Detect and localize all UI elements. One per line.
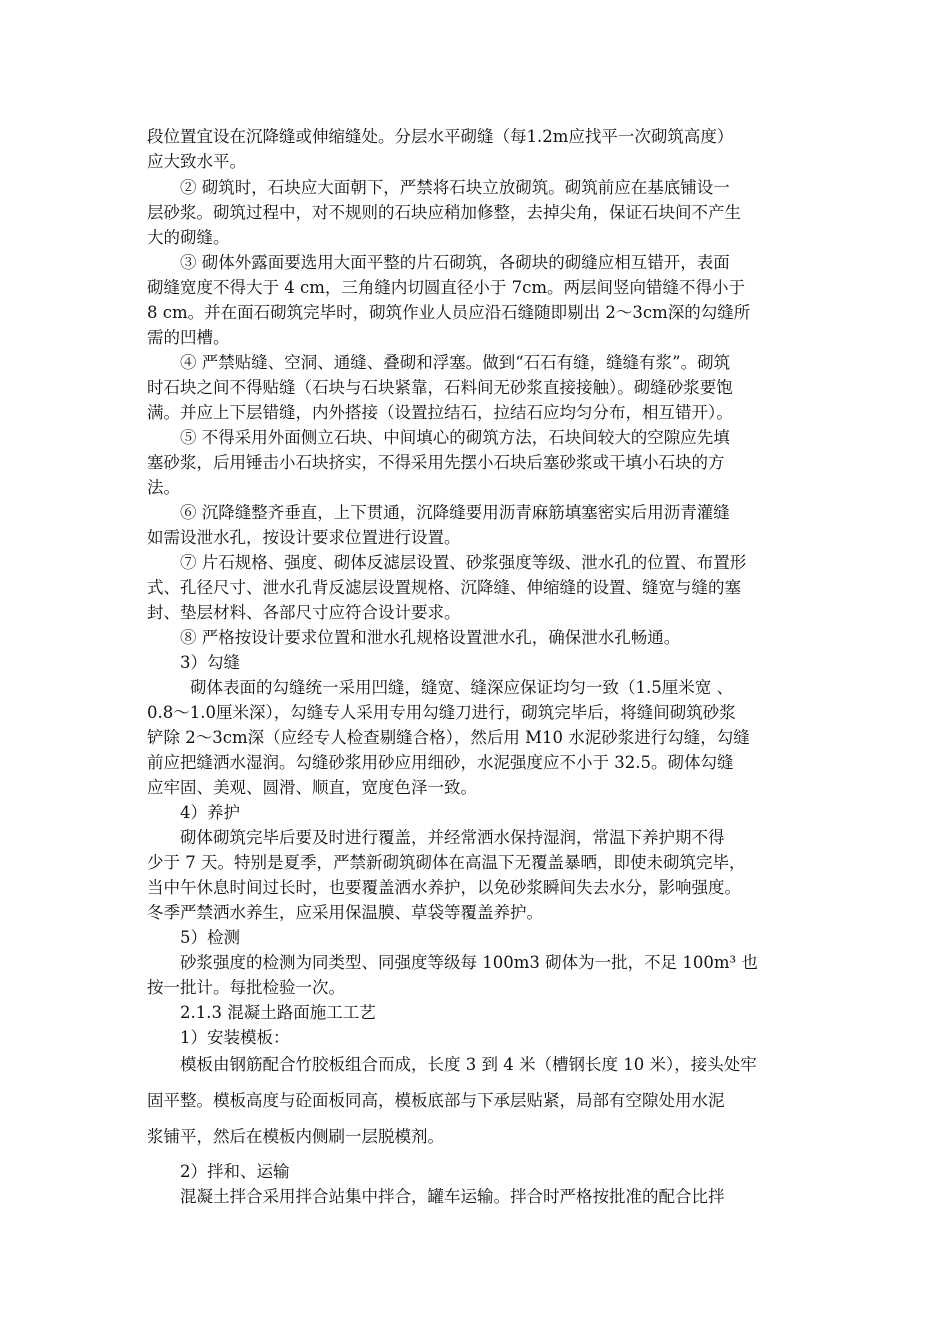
text-line: 砌缝宽度不得大于 4 cm，三角缝内切圆直径小于 7cm。两层间竖向错缝不得小于 xyxy=(147,278,746,297)
text-line: ④ 严禁贴缝、空洞、通缝、叠砌和浮塞。做到“石石有缝，缝缝有浆”。砌筑 xyxy=(180,353,731,372)
section-heading: 3）勾缝 xyxy=(180,653,240,672)
text-line: 8 cm。并在面石砌筑完毕时，砌筑作业人员应沿石缝随即剔出 2～3cm深的勾缝所 xyxy=(147,303,751,322)
text-line: 浆铺平，然后在模板内侧刷一层脱模剂。 xyxy=(147,1127,444,1146)
section-heading: 4）养护 xyxy=(180,803,240,822)
text-line: 如需设泄水孔，按设计要求位置进行设置。 xyxy=(147,528,461,547)
text-line: 应牢固、美观、圆滑、顺直，宽度色泽一致。 xyxy=(147,778,477,797)
section-heading: 1）安装模板： xyxy=(180,1028,290,1047)
text-line: 式、孔径尺寸、泄水孔背反滤层设置规格、沉降缝、伸缩缝的设置、缝宽与缝的塞 xyxy=(147,578,741,597)
text-line: ⑦ 片石规格、强度、砌体反滤层设置、砂浆强度等级、泄水孔的位置、布置形 xyxy=(180,553,747,572)
text-line: ⑧ 严格按设计要求位置和泄水孔规格设置泄水孔，确保泄水孔畅通。 xyxy=(180,628,681,647)
text-line: 铲除 2～3cm深（应经专人检查剔缝合格），然后用 M10 水泥砂浆进行勾缝，勾缝 xyxy=(147,728,750,747)
section-heading: 2.1.3 混凝土路面施工工艺 xyxy=(180,1003,376,1022)
text-line: 封、垫层材料、各部尺寸应符合设计要求。 xyxy=(147,603,461,622)
text-line: 塞砂浆，后用锤击小石块挤实，不得采用先摆小石块后塞砂浆或干填小石块的方 xyxy=(147,453,725,472)
text-line: 当中午休息时间过长时，也要覆盖洒水养护，以免砂浆瞬间失去水分，影响强度。 xyxy=(147,878,741,897)
text-line: 需的凹槽。 xyxy=(147,328,230,347)
section-heading: 5）检测 xyxy=(180,928,240,947)
text-line: 按一批计。每批检验一次。 xyxy=(147,978,345,997)
text-line: ⑤ 不得采用外面侧立石块、中间填心的砌筑方法，石块间较大的空隙应先填 xyxy=(180,428,730,447)
text-line: 大的砌缝。 xyxy=(147,228,230,247)
text-line: 少于 7 天。特别是夏季，严禁新砌筑砌体在高温下无覆盖暴晒，即使未砌筑完毕， xyxy=(147,853,746,872)
text-line: ③ 砌体外露面要选用大面平整的片石砌筑，各砌块的砌缝应相互错开，表面 xyxy=(180,253,730,272)
text-line: 前应把缝洒水湿润。勾缝砂浆用砂应用细砂，水泥强度应不小于 32.5。砌体勾缝 xyxy=(147,753,734,772)
text-line: 层砂浆。砌筑过程中，对不规则的石块应稍加修整，去掉尖角，保证石块间不产生 xyxy=(147,203,741,222)
text-line: 满。并应上下层错缝，内外搭接（设置拉结石，拉结石应均匀分布，相互错开）。 xyxy=(147,403,733,422)
text-line: 砂浆强度的检测为同类型、同强度等级每 100m3 砌体为一批，不足 100m³ 也 xyxy=(180,953,758,972)
text-line: 法。 xyxy=(147,478,180,497)
text-line: 应大致水平。 xyxy=(147,152,246,171)
text-line: 冬季严禁洒水养生，应采用保温膜、草袋等覆盖养护。 xyxy=(147,903,543,922)
text-line: 段位置宜设在沉降缝或伸缩缝处。分层水平砌缝（每1.2m应找平一次砌筑高度） xyxy=(147,127,734,146)
text-line: 砌体表面的勾缝统一采用凹缝，缝宽、缝深应保证均匀一致（1.5厘米宽 、 xyxy=(190,678,733,697)
text-line: 0.8～1.0厘米深），勾缝专人采用专用勾缝刀进行，砌筑完毕后，将缝间砌筑砂浆 xyxy=(147,703,736,722)
text-line: 固平整。模板高度与砼面板同高，模板底部与下承层贴紧，局部有空隙处用水泥 xyxy=(147,1091,725,1110)
text-line: 砌体砌筑完毕后要及时进行覆盖，并经常洒水保持湿润，常温下养护期不得 xyxy=(180,828,725,847)
text-line: 混凝土拌合采用拌合站集中拌合，罐车运输。拌合时严格按批准的配合比拌 xyxy=(180,1187,725,1206)
text-line: 模板由钢筋配合竹胶板组合而成，长度 3 到 4 米（槽钢长度 10 米），接头处牢 xyxy=(180,1055,757,1074)
text-line: ② 砌筑时，石块应大面朝下，严禁将石块立放砌筑。砌筑前应在基底铺设一 xyxy=(180,178,730,197)
text-line: 时石块之间不得贴缝（石块与石块紧靠，石料间无砂浆直接接触）。砌缝砂浆要饱 xyxy=(147,378,733,397)
section-heading: 2）拌和、运输 xyxy=(180,1162,290,1181)
text-line: ⑥ 沉降缝整齐垂直，上下贯通，沉降缝要用沥青麻筋填塞密实后用沥青灌缝 xyxy=(180,503,730,522)
